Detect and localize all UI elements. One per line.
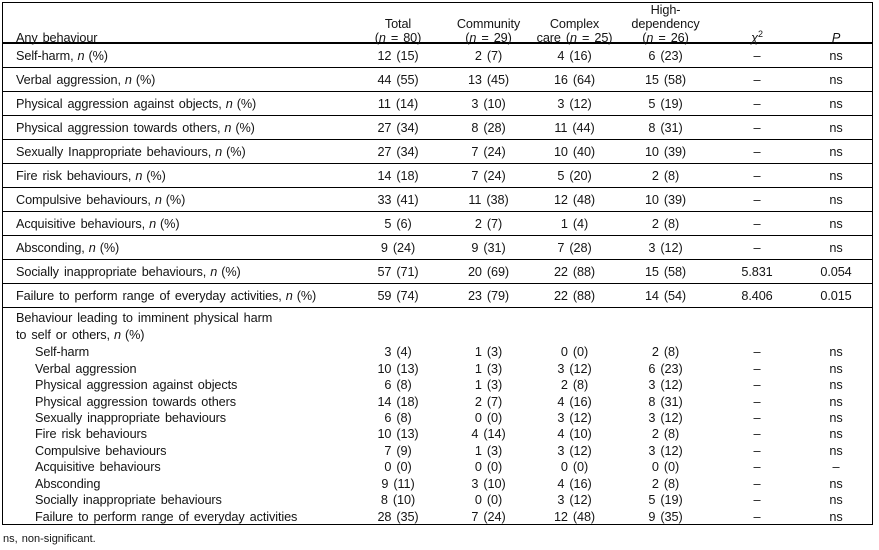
cell-community: 13 (45): [467, 72, 510, 87]
cell-complex-care: 4 (16): [557, 394, 592, 409]
table-row: [3, 116, 872, 140]
cell-total: 14 (18): [377, 168, 419, 183]
cell-community: 7 (24): [471, 144, 506, 159]
column-header-p-value: P: [831, 31, 841, 45]
cell-community: 1 (3): [474, 443, 503, 458]
cell-complex-care: 2 (8): [560, 378, 589, 393]
cell-community: 3 (10): [471, 96, 506, 111]
column-header-high-dependency: High-dependency (n = 26): [631, 3, 700, 45]
cell-complex-care: 11 (44): [554, 120, 595, 135]
cell-complex-care: 10 (40): [553, 144, 596, 159]
cell-high-dependency: 3 (12): [648, 410, 683, 425]
row-label: Fire risk behaviours: [35, 427, 147, 442]
column-header-complex-care: Complex care (n = 25): [536, 17, 613, 45]
table-row: [3, 410, 872, 426]
cell-p-value: ns: [829, 192, 843, 207]
cell-high-dependency: 6 (23): [648, 48, 683, 63]
row-label: Physical aggression towards others, n (%): [16, 120, 255, 135]
table-row: [3, 377, 872, 393]
cell-total: 5 (6): [384, 216, 412, 231]
cell-community: 2 (7): [474, 394, 503, 409]
row-label: Absconding, n (%): [16, 240, 120, 255]
cell-total: 12 (15): [377, 48, 419, 63]
cell-complex-care: 3 (12): [557, 410, 592, 425]
cell-high-dependency: 8 (31): [648, 394, 683, 409]
cell-chi-square: –: [753, 144, 761, 159]
cell-p-value: ns: [829, 168, 843, 183]
cell-chi-square: –: [753, 345, 761, 360]
cell-chi-square: –: [753, 120, 761, 135]
cell-chi-square: –: [753, 394, 761, 409]
row-label: Physical aggression against objects, n (%): [16, 96, 257, 111]
cell-p-value: ns: [829, 410, 843, 425]
cell-high-dependency: 3 (12): [648, 443, 683, 458]
cell-high-dependency: 9 (35): [648, 509, 683, 524]
cell-p-value: ns: [829, 427, 843, 442]
cell-total: 10 (13): [377, 427, 419, 442]
table-row: [3, 236, 872, 260]
cell-p-value: ns: [829, 394, 843, 409]
row-label: Absconding: [35, 476, 101, 491]
cell-total: 27 (34): [377, 120, 419, 135]
table-row: [3, 140, 872, 164]
cell-p-value: ns: [829, 443, 843, 458]
cell-community: 1 (3): [474, 378, 503, 393]
cell-p-value: ns: [829, 216, 843, 231]
table-row: [3, 344, 872, 360]
table-row: [3, 443, 872, 459]
cell-p-value: ns: [829, 345, 843, 360]
cell-complex-care: 7 (28): [557, 240, 592, 255]
cell-chi-square: –: [753, 378, 761, 393]
row-label: Self-harm, n (%): [16, 48, 108, 63]
cell-p-value: ns: [829, 509, 843, 524]
row-label: Self-harm: [35, 345, 90, 360]
cell-high-dependency: 3 (12): [648, 240, 683, 255]
table-row: [3, 508, 872, 524]
cell-complex-care: 22 (88): [553, 288, 596, 303]
row-label: Compulsive behaviours: [35, 443, 167, 458]
cell-community: 23 (79): [467, 288, 510, 303]
row-label: Acquisitive behaviours: [35, 460, 161, 475]
row-label: Physical aggression towards others: [35, 394, 236, 409]
table-row: [3, 393, 872, 409]
cell-community: 2 (7): [474, 48, 503, 63]
table-footnote: ns, non-significant.: [3, 533, 96, 545]
row-label: Verbal aggression, n (%): [16, 72, 156, 87]
cell-p-value: ns: [829, 493, 843, 508]
cell-high-dependency: 8 (31): [648, 120, 683, 135]
cell-complex-care: 3 (12): [557, 361, 592, 376]
cell-high-dependency: 15 (58): [644, 264, 687, 279]
cell-total: 9 (24): [380, 240, 416, 255]
cell-community: 2 (7): [474, 216, 503, 231]
cell-chi-square: –: [753, 361, 761, 376]
row-label: Fire risk behaviours, n (%): [16, 168, 166, 183]
table-row: [3, 44, 872, 68]
cell-total: 8 (10): [380, 493, 416, 508]
cell-p-value: ns: [829, 96, 843, 111]
cell-total: 14 (18): [377, 394, 419, 409]
cell-community: 4 (14): [471, 427, 506, 442]
cell-total: 7 (9): [384, 443, 412, 458]
cell-chi-square: –: [753, 443, 761, 458]
cell-chi-square: –: [753, 192, 761, 207]
cell-high-dependency: 14 (54): [644, 288, 687, 303]
cell-p-value: ns: [829, 240, 843, 255]
table-row: [3, 284, 872, 308]
cell-high-dependency: 2 (8): [651, 345, 680, 360]
cell-total: 59 (74): [377, 288, 419, 303]
cell-community: 1 (3): [474, 361, 503, 376]
cell-chi-square: –: [753, 509, 761, 524]
cell-high-dependency: 2 (8): [651, 216, 680, 231]
row-label: Sexually Inappropriate behaviours, n (%): [16, 144, 246, 159]
row-label: Socially inappropriate behaviours, n (%): [16, 264, 241, 279]
cell-chi-square: –: [753, 427, 761, 442]
table-row: [3, 459, 872, 475]
table-row: [3, 360, 872, 376]
cell-high-dependency: 0 (0): [651, 460, 680, 475]
cell-total: 0 (0): [384, 460, 412, 475]
row-label: Failure to perform range of everyday activities, n (%): [16, 288, 317, 303]
cell-chi-square: –: [753, 96, 761, 111]
cell-high-dependency: 3 (12): [648, 378, 683, 393]
cell-high-dependency: 10 (39): [644, 192, 687, 207]
table-row: [3, 164, 872, 188]
cell-total: 6 (8): [384, 378, 412, 393]
cell-complex-care: 3 (12): [557, 96, 592, 111]
row-label: Physical aggression against objects: [35, 378, 238, 393]
cell-complex-care: 0 (0): [560, 345, 589, 360]
cell-total: 44 (55): [377, 72, 419, 87]
cell-chi-square: 5.831: [741, 264, 773, 279]
cell-community: 7 (24): [471, 168, 506, 183]
cell-community: 0 (0): [474, 460, 503, 475]
column-header-any-behaviour: Any behaviour: [16, 31, 98, 45]
cell-high-dependency: 2 (8): [651, 476, 680, 491]
cell-total: 57 (71): [377, 264, 419, 279]
cell-chi-square: –: [753, 216, 761, 231]
cell-high-dependency: 2 (8): [651, 427, 680, 442]
table-row: [3, 212, 872, 236]
cell-total: 10 (13): [377, 361, 419, 376]
cell-high-dependency: 5 (19): [648, 493, 683, 508]
cell-p-value: ns: [829, 378, 843, 393]
cell-community: 20 (69): [467, 264, 510, 279]
cell-community: 11 (38): [468, 192, 509, 207]
cell-total: 9 (11): [381, 476, 415, 491]
cell-high-dependency: 5 (19): [648, 96, 683, 111]
cell-chi-square: –: [753, 72, 761, 87]
cell-total: 27 (34): [377, 144, 419, 159]
row-label: Failure to perform range of everyday activities: [35, 509, 298, 524]
cell-complex-care: 3 (12): [557, 493, 592, 508]
column-header-community: Community (n = 29): [456, 17, 521, 45]
cell-p-value: ns: [829, 144, 843, 159]
cell-complex-care: 4 (10): [557, 427, 592, 442]
cell-total: 33 (41): [377, 192, 419, 207]
cell-p-value: ns: [829, 120, 843, 135]
cell-p-value: ns: [829, 361, 843, 376]
row-label: Sexually inappropriate behaviours: [35, 410, 227, 425]
section-header-imminent-harm: Behaviour leading to imminent physical harm to self or others, n (%): [16, 311, 273, 342]
cell-p-value: –: [832, 460, 840, 475]
table-row: [3, 476, 872, 492]
cell-high-dependency: 10 (39): [644, 144, 687, 159]
cell-community: 8 (28): [471, 120, 506, 135]
cell-chi-square: –: [753, 410, 761, 425]
table-row: [3, 68, 872, 92]
cell-chi-square: –: [753, 493, 761, 508]
cell-p-value: 0.054: [820, 264, 852, 279]
cell-total: 3 (4): [384, 345, 412, 360]
table-row: [3, 188, 872, 212]
row-label: Acquisitive behaviours, n (%): [16, 216, 180, 231]
table-header-row: [3, 3, 872, 44]
cell-community: 0 (0): [474, 493, 503, 508]
cell-p-value: ns: [829, 48, 843, 63]
cell-chi-square: –: [753, 168, 761, 183]
row-label: Compulsive behaviours, n (%): [16, 192, 186, 207]
cell-community: 1 (3): [474, 345, 503, 360]
row-label: Verbal aggression: [35, 361, 137, 376]
cell-complex-care: 22 (88): [553, 264, 596, 279]
column-header-chi-square: $\chi^2$: [751, 28, 763, 45]
cell-complex-care: 0 (0): [560, 460, 589, 475]
cell-complex-care: 3 (12): [557, 443, 592, 458]
cell-community: 9 (31): [471, 240, 506, 255]
cell-chi-square: –: [753, 476, 761, 491]
table-row: [3, 492, 872, 508]
cell-chi-square: –: [753, 460, 761, 475]
behaviour-table: [2, 2, 873, 525]
cell-total: 6 (8): [384, 410, 412, 425]
cell-complex-care: 4 (16): [557, 48, 592, 63]
cell-high-dependency: 2 (8): [651, 168, 680, 183]
cell-total: 28 (35): [377, 509, 419, 524]
cell-complex-care: 1 (4): [560, 216, 589, 231]
cell-chi-square: –: [753, 48, 761, 63]
cell-p-value: 0.015: [820, 288, 852, 303]
cell-community: 7 (24): [471, 509, 506, 524]
table-row: [3, 426, 872, 442]
cell-complex-care: 5 (20): [557, 168, 592, 183]
cell-high-dependency: 15 (58): [644, 72, 687, 87]
row-label: Socially inappropriate behaviours: [35, 493, 222, 508]
table-row: [3, 260, 872, 284]
cell-chi-square: –: [753, 240, 761, 255]
cell-complex-care: 12 (48): [553, 509, 596, 524]
table-row: [3, 92, 872, 116]
cell-chi-square: 8.406: [741, 288, 773, 303]
cell-complex-care: 16 (64): [553, 72, 596, 87]
cell-complex-care: 4 (16): [557, 476, 592, 491]
cell-p-value: ns: [829, 476, 843, 491]
cell-community: 3 (10): [471, 476, 506, 491]
cell-high-dependency: 6 (23): [648, 361, 683, 376]
cell-complex-care: 12 (48): [553, 192, 596, 207]
cell-total: 11 (14): [377, 96, 419, 111]
cell-p-value: ns: [829, 72, 843, 87]
cell-community: 0 (0): [474, 410, 503, 425]
column-header-total: Total (n = 80): [374, 17, 422, 45]
